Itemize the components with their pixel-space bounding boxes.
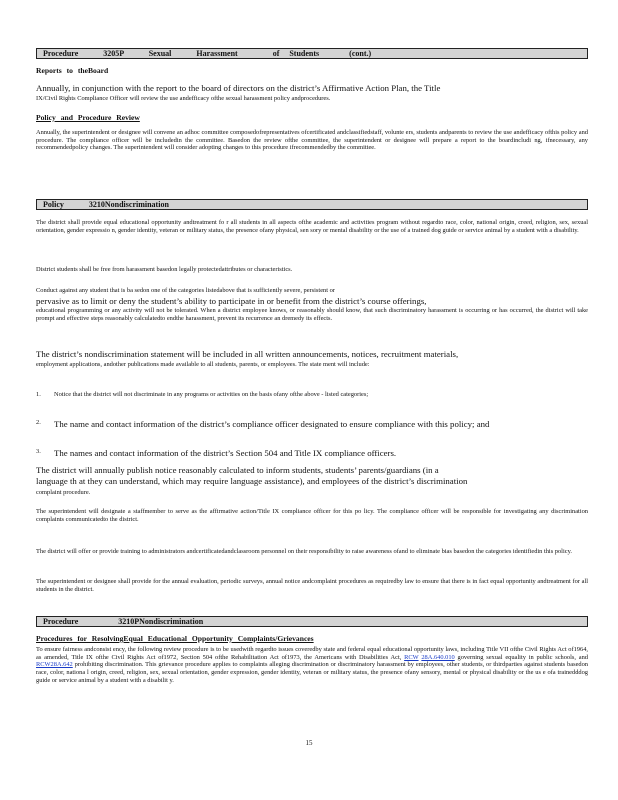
list-item-number: 2. bbox=[36, 419, 41, 426]
reports-paragraph-large: Annually, in conjunction with the report to the board of directors on the district’s Affirmative Action Plan, the Title bbox=[36, 83, 441, 93]
statement-paragraph-large: The district’s nondiscrimination statement will be included in all written announcements, notices, recruitment materials, bbox=[36, 349, 459, 359]
training-paragraph: The district will offer or provide training to administrators andcertificatedandclassroom personnel on their responsibility to raise awareness ofand to eliminate bias basedon the categories identifiedin this policy. bbox=[36, 548, 572, 555]
grievance-procedure-paragraph bbox=[36, 646, 588, 685]
rcw-link[interactable]: RCW bbox=[404, 653, 419, 661]
annual-notice-paragraph-large: The district will annually publish notice reasonably calculated to inform students, students’ parents/guardians (in a bbox=[36, 465, 439, 475]
grievance-text-b: governing sexual equality in public schools, and bbox=[454, 653, 588, 661]
policy-3210-bar: Policy 3210Nondiscrimination bbox=[36, 199, 588, 210]
nondiscrimination-paragraph-3b: educational programming or any activity will not be tolerated. When a district employee knows, or reasonably should know, that such discriminatory harassment is occurring or has occurred, the district will take prompt and effective steps reasonably calculatedto endthe harassment, prevent its recurrence an dremedy its effects. bbox=[36, 307, 588, 322]
rcw-28a-642-link[interactable]: RCW28A.642 bbox=[36, 661, 73, 669]
grievance-text-a: To ensure fairness andconsist ency, the following review procedure is to be usedwith regardto issues coveredby state and federal equal educational opportunity laws, including Title VII ofthe Civil Rights Act of1964, as amended, Title IX ofthe Civil Rights Act of1972, Section 504 ofthe Rehabilitation Act of1973, the Americans with Disabilities Act, bbox=[36, 646, 588, 661]
procedure-3210p-bar: Procedure 3210PNondiscrimination bbox=[36, 616, 588, 627]
resolving-complaints-heading: Procedures for ResolvingEqual Educational Opportunity Complaints/Grievances bbox=[36, 634, 314, 643]
annual-notice-paragraph-large-2: language th at they can understand, which may require language assistance), and employees of the district’s discrimination bbox=[36, 476, 468, 486]
section-header-bar: Procedure 3205P Sexual Harassment of Students (cont.) bbox=[36, 48, 588, 59]
compliance-officer-paragraph: The superintendent will designate a staffmember to serve as the affirmative action/Title IX compliance officer for this po licy. The compliance officer will be responsible for investigating any discrimination complaints communicatedto the district. bbox=[36, 508, 588, 523]
policy-review-paragraph: Annually, the superintendent or designee will convene an adhoc committee composedofrepresentatives ofcertificated andclassifiedstaff, volunte ers, students andparents to review the use andefficacy ofthis policy and procedure. The compliance officer will be includedin the committee. Basedon the review ofthe committee, the superintendent or designee will prepare a report to the boardincludi ng, ifnecessary, any recommendedpolicy changes. The superintendent will consider adopting changes to this procedure ifrecommendedby the committee. bbox=[36, 129, 588, 152]
policy-review-heading: Policy and Procedure Review bbox=[36, 113, 140, 122]
list-item-text: The name and contact information of the district’s compliance officer designated to ensure compliance with this policy; and bbox=[54, 419, 490, 429]
evaluation-paragraph: The superintendent or designee shall provide for the annual evaluation, periodic surveys, annual notice andcomplaint procedures as requiredby law to ensure that there is in fact equal opportunity andtreatment for all students in the district. bbox=[36, 578, 588, 593]
list-item-number: 3. bbox=[36, 448, 41, 455]
rcw-28a-640-010-link[interactable]: 28A.640.010 bbox=[421, 653, 455, 661]
list-item-text: Notice that the district will not discriminate in any programs or activities on the basis ofany ofthe above - listed categories; bbox=[54, 391, 369, 398]
grievance-text-c: prohibiting discrimination. This grievance procedure applies to complaints alleging discrimination or discriminatory harassment by employees, other students, or thirdparties against students basedon race, color, nationa l origin, creed, religion, sex, sexual orientation, gender expression, gender identity, veteran or military status, the presence ofany sensory, mental or physical disability or the us e ofa trainedddog guide or service animal by a student with a disabilit y. bbox=[36, 661, 588, 684]
nondiscrimination-paragraph-2: District students shall be free from harassment basedon legally protectedattributes or characteristics. bbox=[36, 266, 293, 273]
nondiscrimination-paragraph-3-large: pervasive as to limit or deny the student’s ability to participate in or benefit from the district’s course offerings, bbox=[36, 296, 427, 306]
page-number: 15 bbox=[305, 739, 313, 747]
reports-heading: Reports to theBoard bbox=[36, 66, 109, 75]
annual-notice-paragraph-small: complaint procedure. bbox=[36, 489, 91, 496]
list-item-number: 1. bbox=[36, 391, 41, 398]
nondiscrimination-paragraph-1: The district shall provide equal educational opportunity andtreatment fo r all students in all aspects ofthe academic and activities program without regardto race, color, national origin, creed, religion, sex, sexual orientation, gender expressio n, gender identity, veteran or military status, the presence ofany physical, sen sory or mental disability or the use of a trained dog guide or service animal by a student with a disability. bbox=[36, 219, 588, 234]
list-item-text: The names and contact information of the district’s Section 504 and Title IX compliance officers. bbox=[54, 448, 397, 458]
reports-paragraph-small: IX/Civil Rights Compliance Officer will review the use andefficacy ofthe sexual harassment policy andprocedures. bbox=[36, 95, 331, 102]
statement-paragraph-small: employment applications, andother publications made available to all students, parents, or employees. The state ment will include: bbox=[36, 361, 370, 368]
nondiscrimination-paragraph-3a: Conduct against any student that is ba sedon one of the categories listedabove that is sufficiently severe, persistent or bbox=[36, 287, 335, 294]
